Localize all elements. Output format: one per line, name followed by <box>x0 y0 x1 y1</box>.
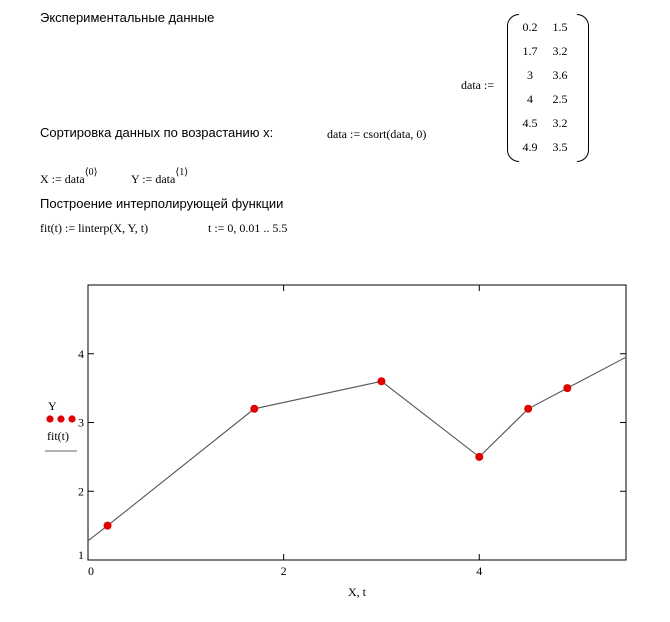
x-tick-label: 4 <box>476 564 483 578</box>
x-axis-label: X, t <box>348 585 366 599</box>
legend-fit-label: fit(t) <box>47 429 69 443</box>
sort-formula: data := csort(data, 0) <box>327 127 427 141</box>
y-tick-label: 3 <box>78 415 84 430</box>
matrix-cell: 3 <box>527 68 533 82</box>
matrix-cell: 1.5 <box>552 20 568 34</box>
matrix-cell: 3.5 <box>552 140 568 154</box>
legend-point-marker <box>46 415 53 422</box>
range-definition: t := 0, 0.01 .. 5.5 <box>208 221 288 235</box>
y-tick-label: 2 <box>78 484 84 499</box>
legend-point-marker <box>57 415 64 422</box>
plot-frame <box>88 285 626 560</box>
y-tick-label: 1 <box>78 548 84 562</box>
data-point <box>475 453 483 461</box>
fit-line <box>88 357 626 541</box>
matrix-cell: 3.6 <box>552 68 568 82</box>
y-tick-label: 4 <box>78 346 84 361</box>
data-point <box>563 384 571 392</box>
y-assignment <box>131 167 189 187</box>
data-point <box>104 522 112 530</box>
matrix-cell: 0.2 <box>522 20 538 34</box>
legend-point-marker <box>68 415 75 422</box>
x-tick-label: 0 <box>88 564 94 578</box>
matrix-cell: 4.5 <box>522 116 538 130</box>
fit-definition: fit(t) := linterp(X, Y, t) <box>40 221 149 235</box>
section-title: Экспериментальные данные <box>40 10 215 25</box>
axis-tick-labels <box>78 347 482 578</box>
matrix-cell: 4 <box>527 92 533 106</box>
axis-ticks <box>88 285 626 560</box>
matrix-cell: 4.9 <box>522 140 538 154</box>
x-tick-label: 2 <box>280 564 287 578</box>
matrix-label: data := <box>461 78 495 92</box>
matrix-cell: 3.2 <box>552 116 568 130</box>
y-assign-text: Y := data <box>131 172 176 186</box>
matrix-cell: 2.5 <box>552 92 568 106</box>
matrix-cell: 3.2 <box>552 44 568 58</box>
legend-y-label: Y <box>48 399 57 413</box>
data-matrix <box>507 14 589 162</box>
x-assign-text: X := data <box>40 172 85 186</box>
left-paren <box>507 14 519 162</box>
data-point <box>524 405 532 413</box>
y-column-index: ⟨1⟩ <box>175 167 189 178</box>
interp-heading: Построение интерполирующей функции <box>40 196 284 211</box>
sort-description: Сортировка данных по возрастанию x: <box>40 125 274 140</box>
interpolation-chart <box>0 270 670 610</box>
matrix-cell: 1.7 <box>522 44 538 58</box>
x-column-index: ⟨0⟩ <box>84 167 98 178</box>
fit-line-series <box>88 357 626 541</box>
right-paren <box>577 14 589 162</box>
x-assignment <box>40 167 98 187</box>
data-point <box>377 377 385 385</box>
data-points-series <box>104 377 572 529</box>
data-point <box>250 405 258 413</box>
